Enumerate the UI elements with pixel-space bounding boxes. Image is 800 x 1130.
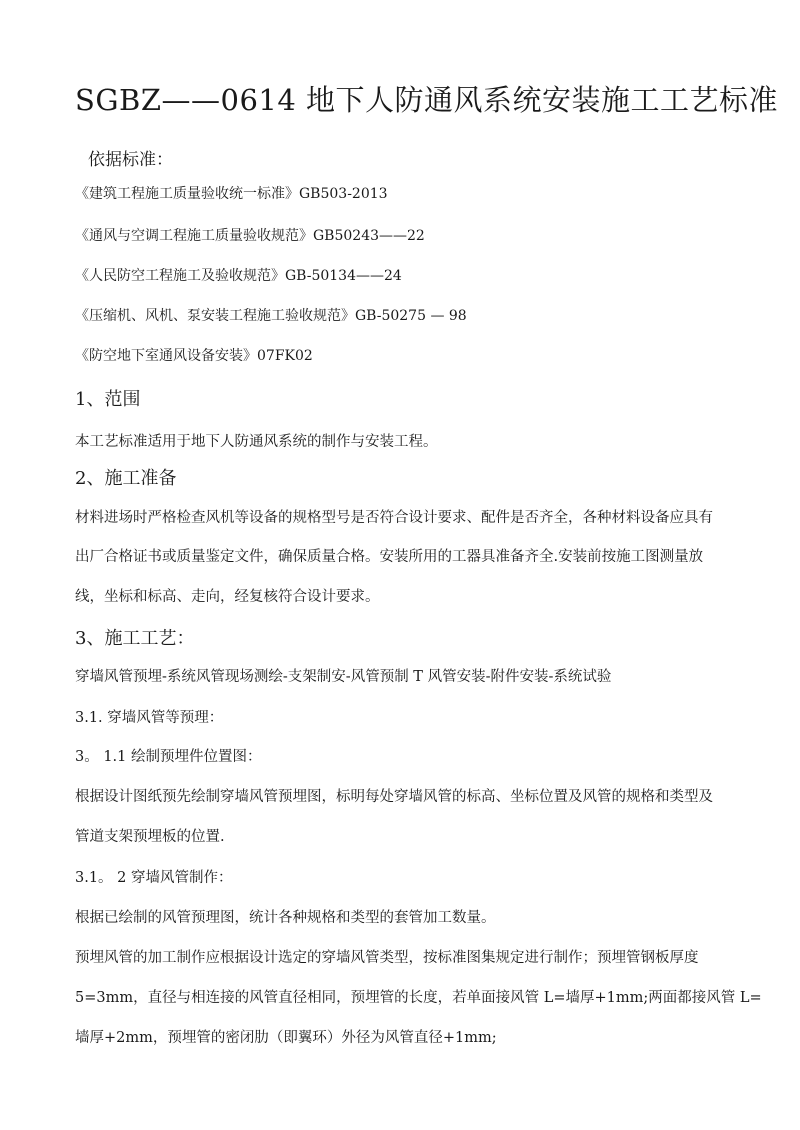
reference-item: 《建筑工程施工质量验收统一标准》GB503-2013 [75, 186, 388, 202]
reference-item: 《通风与空调工程施工质量验收规范》GB50243——22 [75, 228, 425, 244]
paragraph-line: 材料进场时严格检查风机等设备的规格型号是否符合设计要求、配件是否齐全，各种材料设备应具有 [75, 510, 713, 526]
paragraph-line: 线，坐标和标高、走向，经复核符合设计要求。 [75, 589, 380, 605]
paragraph-line: 墙厚+2mm，预埋管的密闭肋（即翼环）外径为风管直径+1mm; [75, 1030, 497, 1046]
paragraph-line: 管道支架预埋板的位置. [75, 829, 225, 845]
paragraph-line: 5=3mm，直径与相连接的风管直径相同，预埋管的长度，若单面接风管 L=墙厚+1mm;两面都接风管 L= [75, 990, 762, 1006]
basis-heading: 依据标准： [88, 150, 173, 170]
reference-item: 《压缩机、风机、泵安装工程施工验收规范》GB-50275 — 98 [75, 308, 467, 324]
paragraph-line: 出厂合格证书或质量鉴定文件，确保质量合格。安装所用的工器具准备齐全.安装前按施工图测量放 [75, 549, 704, 565]
reference-item: 《人民防空工程施工及验收规范》GB-50134——24 [75, 268, 402, 284]
scope-text: 本工艺标准适用于地下人防通风系统的制作与安装工程。 [75, 434, 438, 450]
page-title: SGBZ——0614 地下人防通风系统安装施工工艺标准 [75, 83, 779, 117]
section-heading-scope: 1、范围 [75, 389, 141, 410]
subsection-heading: 3。 1.1 绘制预埋件位置图： [75, 749, 262, 765]
process-flow: 穿墙风管预埋-系统风管现场测绘-支架制安-风管预制 T 风管安装-附件安装-系统试验 [75, 669, 612, 685]
reference-item: 《防空地下室通风设备安装》07FK02 [75, 348, 313, 364]
section-heading-process: 3、施工工艺： [75, 628, 195, 649]
subsection-heading: 3.1。 2 穿墙风管制作： [75, 870, 233, 886]
paragraph-line: 根据已绘制的风管预理图，统计各种规格和类型的套管加工数量。 [75, 910, 496, 926]
subsection-heading: 3.1. 穿墙风管等预理： [75, 710, 224, 726]
paragraph-line: 预埋风管的加工制作应根据设计选定的穿墙风管类型，按标准图集规定进行制作；预埋管钢板厚度 [75, 950, 699, 966]
paragraph-line: 根据设计图纸预先绘制穿墙风管预埋图，标明每处穿墙风管的标高、坐标位置及风管的规格和类型及 [75, 789, 713, 805]
section-heading-preparation: 2、施工准备 [75, 468, 177, 489]
